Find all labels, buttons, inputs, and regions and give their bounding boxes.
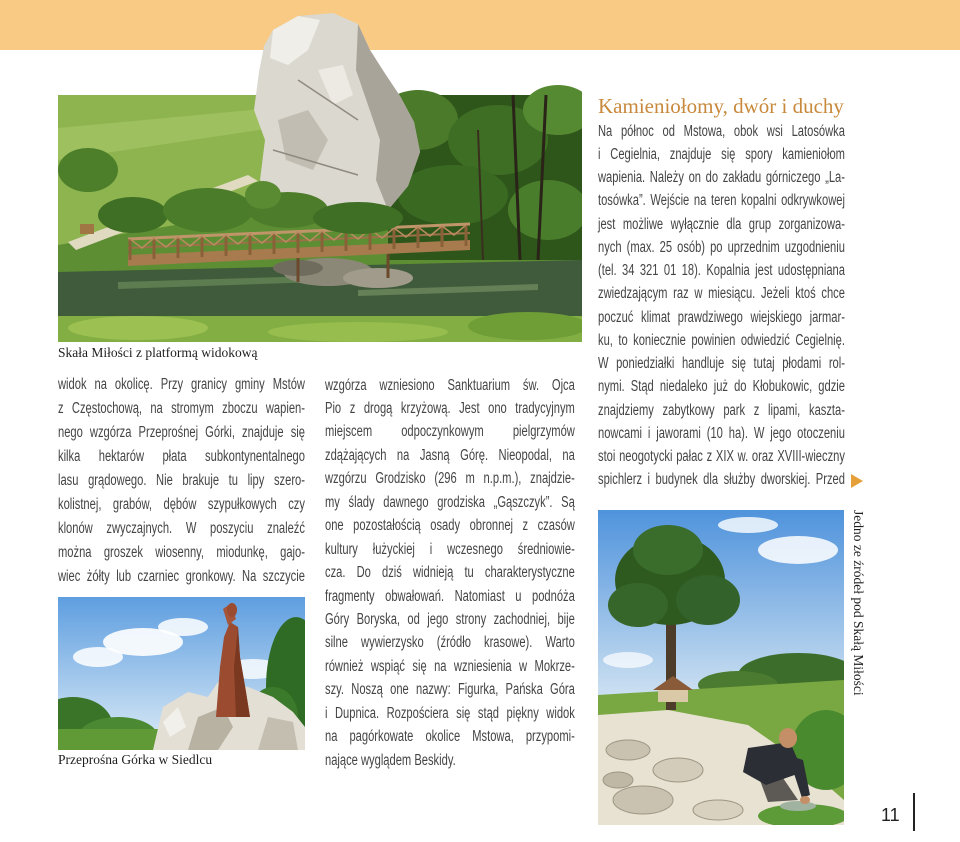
text-column-middle — [325, 374, 575, 773]
text-line: nające wyglądem Beskidy. — [325, 751, 456, 769]
section-heading: Kamieniołomy, dwór i duchy — [598, 94, 844, 118]
text-line: wzgórza wzniesiono Sanktuarium św. Ojca — [325, 376, 575, 394]
text-line: miejscem odpoczynkowym pielgrzymów — [325, 423, 575, 441]
text-line: wiec żółty lub czarniec gronkowy. Na szczycie — [58, 568, 305, 585]
text-line: nych (max. 25 osób) po uprzednim uzgodnieniu — [598, 238, 845, 256]
photo-man-at-spring — [598, 510, 844, 825]
text-line: stoi neogotycki pałac z XIX w. oraz XVIII-wieczny — [598, 448, 845, 466]
limestone-rock — [245, 13, 420, 234]
text-line: cza. Do dziś widnieją tu charakterystyczne — [325, 564, 575, 582]
text-line: lasu grądowego. Nie brakuje tu lipy szero- — [58, 472, 305, 489]
text-line: jest możliwe wyłącznie dla grup zorganizowa- — [598, 215, 845, 233]
text-line: spichlerz i budynek dla służby dworskiej. Przed — [598, 471, 845, 489]
text-line: z Częstochową, na stromym zboczu wapien- — [58, 400, 305, 417]
text-line: kilka hektarów płata subkontynentalnego — [58, 448, 305, 465]
text-line: można groszek wiosenny, miodunkę, gajo- — [58, 544, 305, 561]
text-line: Pio z drogą krzyżową. Jest ono tradycyjnym — [325, 399, 575, 417]
text-line: widok na okolicę. Przy granicy gminy Mstów — [58, 376, 305, 393]
text-line: również wspiąć się na wzniesienia w Mokrze- — [325, 657, 575, 675]
text-line: na pagórkowate okolice Mstowa, przypomi- — [325, 728, 575, 746]
text-line: ku, to koniecznie powinien odwiedzić Cegielnię. — [598, 331, 845, 349]
text-line: i Cegielnia, znajduje się spory kamieniołom — [598, 145, 845, 163]
text-line: (tel. 34 321 01 18). Kopalnia jest udostępniana — [598, 262, 845, 280]
photo-rock-with-bridge — [58, 10, 582, 342]
text-line: W poniedziałki handluje się tutaj płodami rol- — [598, 355, 845, 373]
text-line: nowcami i jaworami (10 ha). W jego otoczeniu — [598, 424, 845, 442]
photo-caption-spring: Jedno ze źródeł pod Skałą Miłości — [851, 510, 866, 696]
triangle-right-icon — [851, 474, 863, 488]
text-line: Na północ od Mstowa, obok wsi Latosówka — [598, 122, 845, 140]
page-number: 11 — [881, 805, 900, 825]
photo-statue-on-rocks — [58, 597, 305, 750]
text-column-left — [58, 373, 305, 589]
text-line: i Dupnica. Rozpościera się stąd piękny widok — [325, 704, 575, 722]
text-line: kultury łużyckiej i wczesnego średniowie- — [325, 540, 575, 558]
text-line: poczuć klimat prawdziwego wiejskiego jarmar- — [598, 308, 845, 326]
text-line: szy. Noszą one nazwy: Figurka, Pańska Góra — [325, 681, 575, 699]
page-number-rule — [913, 793, 915, 831]
text-line: zdążających na Jasną Górę. Nieopodal, na — [325, 446, 575, 464]
foreground-grass — [58, 312, 582, 342]
photo-caption-statue: Przeprośna Górka w Siedlcu — [58, 752, 213, 767]
text-line: fragmenty obwałowań. Natomiast u podnóża — [325, 587, 575, 605]
photo-caption-rock: Skała Miłości z platformą widokową — [58, 345, 258, 360]
text-line: znajdziemy zabytkowy park z lipami, kaszta- — [598, 401, 845, 419]
text-line: wzgórzu Grodzisko (296 m n.p.m.), znajdzie- — [325, 470, 575, 488]
text-line: klonów zwyczajnych. W poszyciu znaleźć — [58, 520, 305, 537]
text-column-right — [598, 120, 845, 492]
text-line: silne wywierzysko (źródło krasowe). Warto — [325, 634, 575, 652]
text-line: wapienia. Należy on do zakładu górniczego „La- — [598, 169, 845, 187]
text-line: zwiedzającym raz w miesiącu. Jeżeli ktoś chce — [598, 285, 845, 303]
text-line: nego wzgórza Przeprośnej Górki, znajduje się — [58, 424, 305, 441]
text-line: kolistnej, grabów, dębów szypułkowych czy — [58, 496, 305, 513]
text-line: Góry Boryska, od jego strony zachodniej, bije — [325, 611, 575, 629]
text-line: my ślady dawnego grodziska „Gąszczyk”. Są — [325, 493, 575, 511]
text-line: nymi. Stąd niedaleko już do Kłobukowic, gdzie — [598, 378, 845, 396]
text-line: tosówka”. Wejście na teren kopalni odkrywkowej — [598, 192, 845, 210]
text-line: one pozostałością osady obronnej z czasów — [325, 517, 575, 535]
